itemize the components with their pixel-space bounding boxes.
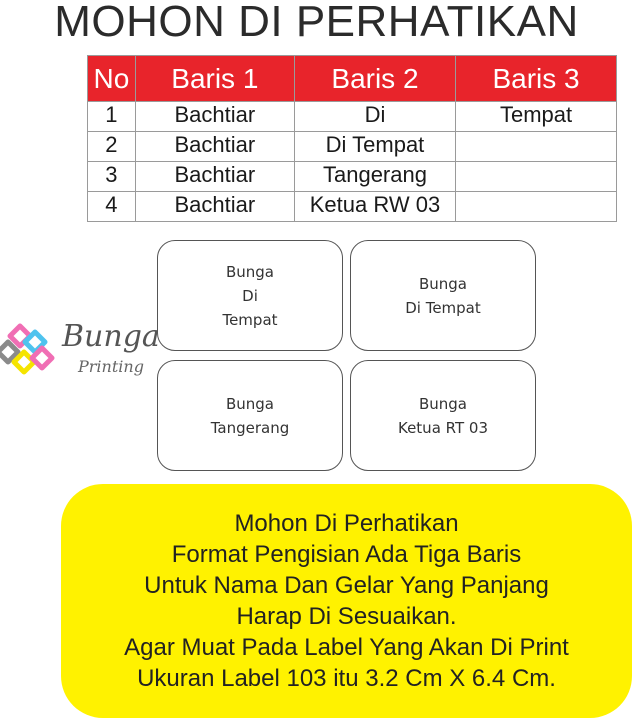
cell-baris-2: Di Tempat — [294, 132, 455, 162]
label-line: Bunga — [225, 394, 275, 413]
header-baris-2: Baris 2 — [294, 56, 455, 102]
label-sample-3 — [157, 360, 343, 471]
label-line: Tangerang — [210, 418, 290, 437]
cell-baris-3: Tempat — [456, 102, 617, 132]
label-line: Bunga — [225, 262, 275, 281]
label-sample-2 — [350, 240, 536, 351]
cell-baris-1: Bachtiar — [135, 162, 294, 192]
header-baris-1: Baris 1 — [135, 56, 294, 102]
notice-line: Mohon Di Perhatikan — [234, 510, 459, 537]
label-line: Bunga — [418, 394, 468, 413]
label-line: Di — [242, 286, 258, 305]
cell-no: 1 — [88, 102, 136, 132]
cell-baris-2: Ketua RW 03 — [294, 192, 455, 222]
notice-line: Harap Di Sesuaikan. — [236, 603, 457, 630]
notice-line: Format Pengisian Ada Tiga Baris — [171, 541, 522, 568]
cell-baris-1: Bachtiar — [135, 132, 294, 162]
cell-baris-3 — [456, 132, 617, 162]
table-row — [88, 132, 617, 162]
table-row — [88, 192, 617, 222]
table-row — [88, 102, 617, 132]
cell-baris-3 — [456, 192, 617, 222]
label-sample-1 — [157, 240, 343, 351]
cell-baris-2: Di — [294, 102, 455, 132]
label-sample-4 — [350, 360, 536, 471]
header-no: No — [88, 56, 136, 102]
cell-no: 4 — [88, 192, 136, 222]
table-header-row — [88, 56, 617, 102]
label-line: Tempat — [222, 310, 278, 329]
label-line: Bunga — [418, 274, 468, 293]
header-baris-3: Baris 3 — [456, 56, 617, 102]
label-line: Di Tempat — [405, 298, 481, 317]
format-table — [87, 55, 617, 222]
table-row — [88, 162, 617, 192]
cell-baris-3 — [456, 162, 617, 192]
page-title: MOHON DI PERHATIKAN — [54, 0, 579, 46]
cell-no: 3 — [88, 162, 136, 192]
notice-line: Agar Muat Pada Label Yang Akan Di Print — [124, 634, 569, 661]
label-line: Ketua RT 03 — [397, 418, 488, 437]
logo-name: Bunga — [62, 319, 160, 354]
notice-line: Untuk Nama Dan Gelar Yang Panjang — [144, 572, 549, 599]
cell-baris-1: Bachtiar — [135, 102, 294, 132]
cell-no: 2 — [88, 132, 136, 162]
notice-box — [61, 484, 632, 718]
cell-baris-1: Bachtiar — [135, 192, 294, 222]
cell-baris-2: Tangerang — [294, 162, 455, 192]
logo-subtitle: Printing — [78, 357, 144, 376]
notice-line: Ukuran Label 103 itu 3.2 Cm X 6.4 Cm. — [137, 665, 556, 692]
